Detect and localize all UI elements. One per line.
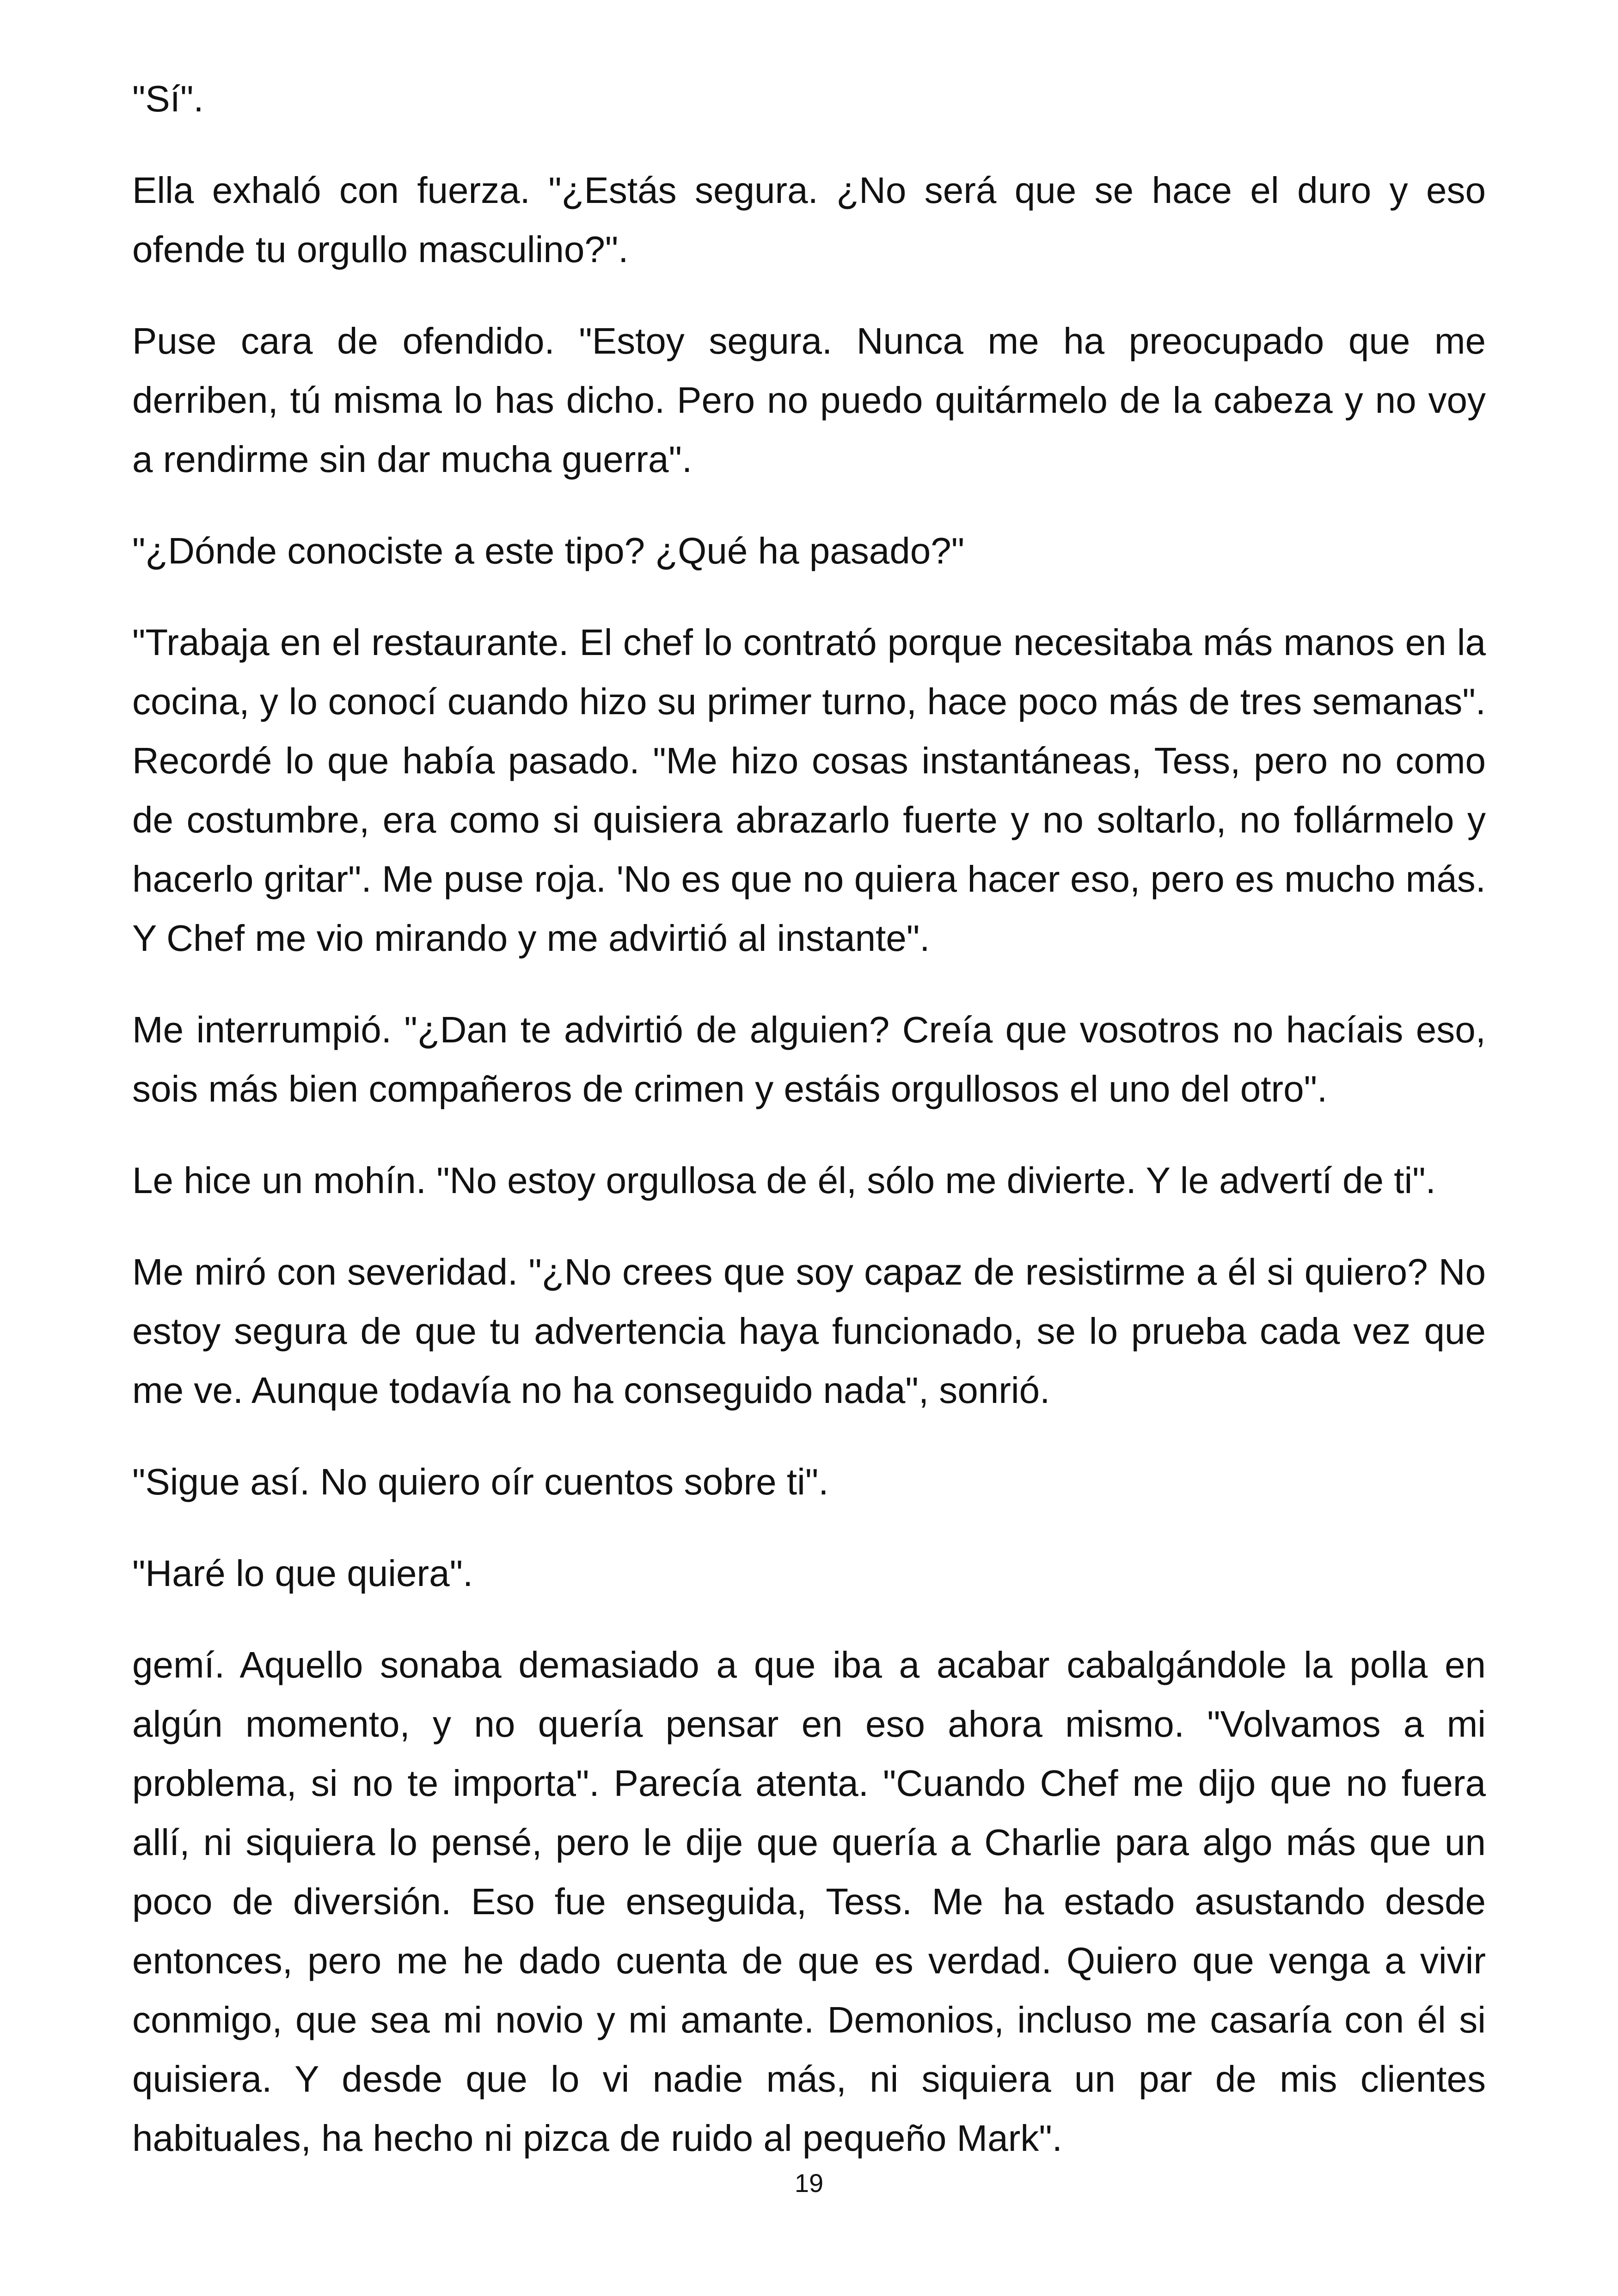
body-text — [132, 69, 1486, 2200]
page-number: 19 — [794, 2168, 824, 2198]
paragraph: "Trabaja en el restaurante. El chef lo contrató porque necesitaba más manos en la cocina, y lo conocí cuando hizo su primer turno, hace poco más de tres semanas". Recordé lo que había pasado. "Me hizo cosas instantáneas, Tess, pero no como de costumbre, era como si quisiera abrazarlo fuerte y no soltarlo, no follármelo y hacerlo gritar". Me puse roja. 'No es que no quiera hacer eso, pero es mucho más. Y Chef me vio mirando y me advirtió al instante". — [132, 622, 1486, 959]
paragraph: "Sigue así. No quiero oír cuentos sobre ti". — [132, 1461, 829, 1502]
paragraph: Me miró con severidad. "¿No crees que soy capaz de resistirme a él si quiero? No estoy segura de que tu advertencia haya funcionado, se lo prueba cada vez que me ve. Aunque todavía no ha conseguido nada", sonrió. — [132, 1251, 1486, 1411]
paragraph: Puse cara de ofendido. "Estoy segura. Nunca me ha preocupado que me derriben, tú misma lo has dicho. Pero no puedo quitármelo de la cabeza y no voy a rendirme sin dar mucha guerra". — [132, 320, 1486, 480]
paragraph: gemí. Aquello sonaba demasiado a que iba a acabar cabalgándole la polla en algún momento, y no quería pensar en eso ahora mismo. "Volvamos a mi problema, si no te importa". Parecía atenta. "Cuando Chef me dijo que no fuera allí, ni siquiera lo pensé, pero le dije que quería a Charlie para algo más que un poco de diversión. Eso fue enseguida, Tess. Me ha estado asustando desde entonces, pero me he dado cuenta de que es verdad. Quiero que venga a vivir conmigo, que sea mi novio y mi amante. Demonios, incluso me casaría con él si quisiera. Y desde que lo vi nadie más, ni siquiera un par de mis clientes habituales, ha hecho ni pizca de ruido al pequeño Mark". — [132, 1644, 1486, 2159]
paragraph: "¿Dónde conociste a este tipo? ¿Qué ha pasado?" — [132, 530, 965, 571]
paragraph: "Sí". — [132, 78, 204, 119]
paragraph: Me interrumpió. "¿Dan te advirtió de alguien? Creía que vosotros no hacíais eso, sois más bien compañeros de crimen y estáis orgullosos el uno del otro". — [132, 1009, 1486, 1109]
paragraph: Le hice un mohín. "No estoy orgullosa de él, sólo me divierte. Y le advertí de ti". — [132, 1160, 1436, 1201]
paragraph: Ella exhaló con fuerza. "¿Estás segura. ¿No será que se hace el duro y eso ofende tu orgullo masculino?". — [132, 170, 1486, 270]
paragraph: "Haré lo que quiera". — [132, 1553, 473, 1594]
